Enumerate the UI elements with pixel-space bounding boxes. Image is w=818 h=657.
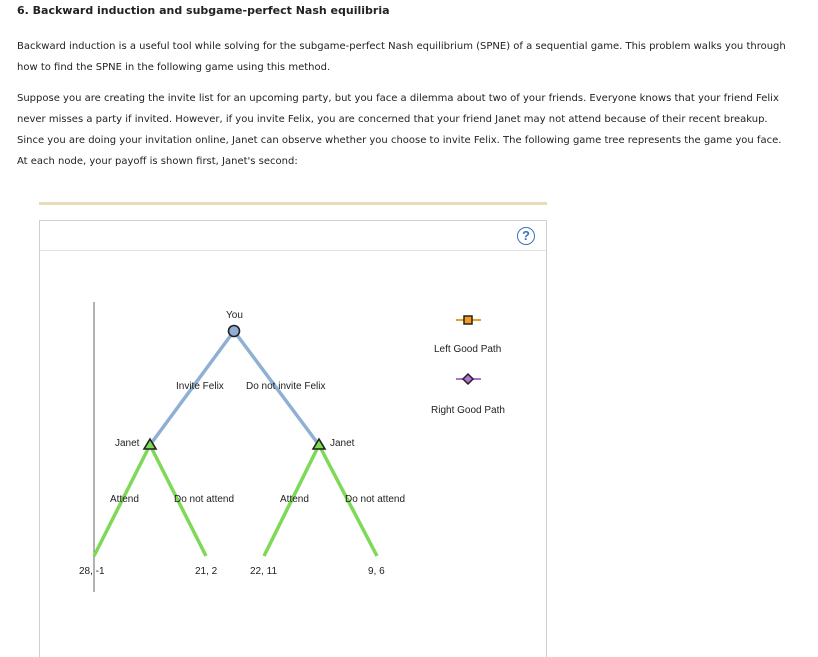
root-node-you xyxy=(229,326,240,337)
scenario-line: At each node, your payoff is shown first, Janet's second: xyxy=(17,156,298,167)
help-icon[interactable]: ? xyxy=(517,227,535,245)
page-title: 6. Backward induction and subgame-perfect Nash equilibria xyxy=(17,4,390,17)
scenario-line: never misses a party if invited. However, if you invite Felix, you are concerned that your friend Janet may not attend because of their recent breakup. xyxy=(17,114,768,125)
left-good-path-label: Left Good Path xyxy=(434,344,502,355)
do-not-invite-felix-label: Do not invite Felix xyxy=(246,381,326,392)
left-attend-label: Attend xyxy=(110,494,139,505)
right-good-path-label: Right Good Path xyxy=(431,405,505,416)
payoff-left-attend: 28, -1 xyxy=(79,566,105,577)
scenario-line: Suppose you are creating the invite list for an upcoming party, but you face a dilemma about two of your friends. Everyone knows that your friend Felix xyxy=(17,93,779,104)
right-attend-label: Attend xyxy=(280,494,309,505)
scenario-line: Since you are doing your invitation online, Janet can observe whether you choose to invite Felix. The following game tree represents the game you face. xyxy=(17,135,782,146)
janet-left-label: Janet xyxy=(115,438,140,449)
right-good-path-marker-icon[interactable] xyxy=(463,374,473,384)
payoff-right-do-not-attend: 9, 6 xyxy=(368,566,385,577)
payoff-left-do-not-attend: 21, 2 xyxy=(195,566,218,577)
root-player-label: You xyxy=(226,310,243,321)
intro-line: how to find the SPNE in the following game using this method. xyxy=(17,62,331,73)
intro-line: Backward induction is a useful tool while solving for the subgame-perfect Nash equilibrium (SPNE) of a sequential game. This problem walks you through xyxy=(17,41,786,52)
payoff-right-attend: 22, 11 xyxy=(250,566,278,577)
right-do-not-attend-label: Do not attend xyxy=(345,494,406,505)
left-good-path-marker-icon[interactable] xyxy=(464,316,472,324)
invite-felix-label: Invite Felix xyxy=(176,381,224,392)
left-do-not-attend-label: Do not attend xyxy=(174,494,235,505)
janet-right-label: Janet xyxy=(330,438,355,449)
